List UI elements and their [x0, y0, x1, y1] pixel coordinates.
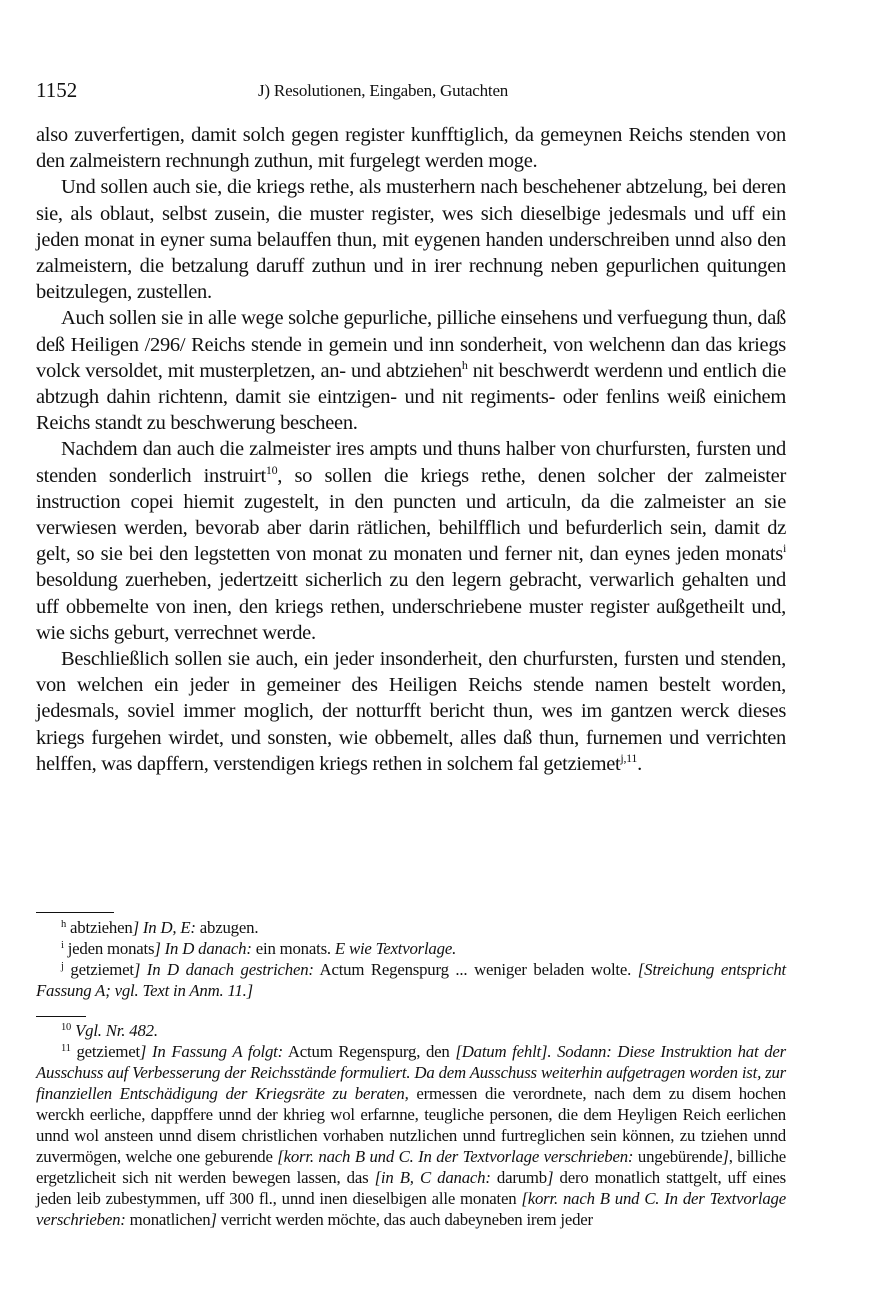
- footnotes: [36, 1020, 786, 1230]
- source-text: Actum Regenspurg, den: [283, 1042, 456, 1061]
- source-text: verricht werden möchte, das auch dabeyneben irem jeder: [216, 1210, 593, 1229]
- editorial-note: ]: [210, 1210, 217, 1229]
- editorial-note: [korr. nach B und C. In der Textvorlage verschrieben:: [36, 1189, 786, 1229]
- editorial-note: Vgl. Nr. 482.: [71, 1021, 158, 1040]
- source-text: dero monatlich stattgelt, uff eines jeden leib zubestymmen, uff 300 fl., unnd inen dieselbigen alle monaten: [36, 1168, 786, 1208]
- apparatus-entry-i: [36, 938, 786, 959]
- lemma: abtziehen: [66, 918, 133, 937]
- running-title: J) Resolutionen, Eingaben, Gutachten: [258, 81, 509, 100]
- paragraph: [36, 436, 786, 646]
- footnote-10: [36, 1020, 786, 1041]
- editorial-note: ] In D danach:: [154, 939, 252, 958]
- footnote-mark: 10: [61, 1022, 72, 1033]
- footnote-11: [36, 1041, 786, 1230]
- editorial-note: [Streichung entspricht Fassung A; vgl. Text in Anm. 11.]: [36, 960, 786, 1000]
- apparatus-mark: i: [61, 940, 64, 951]
- paragraph: [36, 174, 786, 305]
- paragraph-text: also zuverfertigen, damit solch gegen register kunfftiglich, da gemeynen Reichs stenden von den zalmeistern rechnungh zuthun, mit furgelegt werden moge.: [36, 124, 786, 173]
- apparatus-entry-h: [36, 917, 786, 938]
- source-text: ermessen die verordnete, nach dem zu disem hochen werckh eerliche, dappffere unnd der khrieg wol erfarnne, teugliche personen, die dem Heyligen Reich eerlichen unnd wol ansteen unnd disem christlichen vorhaben nutzlichen unnd furtreglichen sein können, zu tziehen unnd zuvermögen, welche one geburende: [36, 1084, 786, 1166]
- editorial-note: ] In D, E:: [132, 918, 196, 937]
- editorial-note: ] In D danach gestrichen:: [133, 960, 314, 979]
- paragraph-text: Und sollen auch sie, die kriegs rethe, als musterhern nach beschehener abtzelung, bei deren sie, als oblaut, selbst zusein, die muster register, wes sich dieselbige jedesmals und uff ein jeden monat in eyner suma belauffen thun, mit eygenen handen underschreiben unnd also den zalmeistern, die betzalung daruff zuthun und in irer rechnung neben gepurlichen quitungen beitzulegen, zustellen.: [36, 176, 786, 304]
- paragraph: [36, 305, 786, 436]
- critical-apparatus: [36, 917, 786, 1001]
- editorial-note: ] In Fassung A folgt:: [139, 1042, 284, 1061]
- paragraph-text: , so sollen die kriegs rethe, denen solcher der zalmeister instruction copei hiemit zugestelt, in den puncten und articuln, da die zalmeister an sie verwiesen werden, bevorab aber darin rätlichen, behilfflich und befurderlich sein, damit dz gelt, so sie bei den legstetten von monat zu monaten und ferner nit, dan eynes jeden monats: [36, 464, 787, 566]
- apparatus-rule: [36, 912, 114, 913]
- running-head: [36, 78, 786, 104]
- source-text: darumb: [490, 1168, 547, 1187]
- apparatus-mark: j: [61, 961, 64, 972]
- paragraph: [36, 122, 786, 174]
- editorial-note: ]: [722, 1147, 729, 1166]
- paragraph-text: besoldung zuerheben, jedertzeitt sicherlich zu den legern gebracht, verwarlich gehalten und uff obbemelte von inen, den kriegs rethen, underschriebene muster register außgetheilt und, wie sichs geburt, verrechnet werde.: [36, 569, 786, 644]
- main-text: [36, 122, 786, 777]
- footnote-rule: [36, 1016, 86, 1017]
- editorial-note: [Datum fehlt]. Sodann: Diese Instruktion hat der Ausschuss auf Verbesserung der Reichsstände formuliert. Da dem Ausschuss weiterhin aufgetragen worden ist, zur finanziellen Entschädigung der Kriegsräte zu beraten,: [36, 1042, 787, 1103]
- source-text: , billiche ergetzlicheit sich nit werden bewegen lassen, das: [36, 1147, 787, 1187]
- lemma: jeden monats: [63, 939, 155, 958]
- apparatus-mark: h: [61, 919, 67, 930]
- paragraph-text: .: [637, 752, 642, 775]
- editorial-note: [in B, C danach:: [374, 1168, 491, 1187]
- apparatus-ref-h[interactable]: h: [461, 357, 468, 372]
- paragraph-text: Beschließlich sollen sie auch, ein jeder insonderheit, den churfursten, fursten und stenden, von welchen ein jeder in gemeiner des Heiligen Reichs stende namen bestelt worden, jedesmals, soviel immer moglich, der notturfft bericht thun, wes im gantzen werck dieses kriegs furgehen wirdet, und sonsten, wie obbemelt, alles daß thun, furnemen und verrichten helffen, was dapffern, verstendigen kriegs rethen in solchem fal getziemet: [36, 648, 786, 775]
- lemma: getziemet: [70, 1042, 140, 1061]
- variant-text: Actum Regenspurg ... weniger beladen wolte.: [313, 960, 638, 979]
- editorial-note: E wie Textvorlage.: [334, 939, 457, 958]
- source-text: ungebürende: [633, 1147, 723, 1166]
- editorial-note: ]: [546, 1168, 554, 1187]
- paragraph-text: Nachdem dan auch die zalmeister ires ampts und thuns halber von churfursten, fursten und stenden sonderlich instruirt: [36, 438, 786, 487]
- paragraph-text: Auch sollen sie in alle wege solche gepurliche, pilliche einsehens und verfuegung thun, daß deß Heiligen /296/ Reichs stende in gemein und inn sonderheit, von welchenn dan das kriegs volck versoldet, mit musterpletzen, an- und abtziehen: [36, 307, 786, 382]
- paragraph-text: nit beschwerdt werdenn und entlich die abtzugh dahin richtenn, damit sie eintzigen- und nit regiments- oder fenlins weiß einichem Reichs standt zu beschwerung bescheen.: [36, 359, 786, 435]
- apparatus-entry-j: [36, 959, 786, 1001]
- variant-text: abzugen.: [195, 918, 259, 937]
- lemma: getziemet: [63, 960, 134, 979]
- apparatus-ref-i[interactable]: i: [782, 541, 786, 556]
- footnote-ref-10[interactable]: 10: [265, 462, 278, 477]
- page-number: 1152: [36, 78, 78, 102]
- paragraph: [36, 646, 786, 777]
- footnote-mark: 11: [61, 1043, 71, 1054]
- editorial-note: [korr. nach B und C. In der Textvorlage verschrieben:: [277, 1147, 634, 1166]
- note-ref-j-11[interactable]: j,11: [620, 750, 638, 765]
- source-text: monatlichen: [125, 1210, 211, 1229]
- variant-text: ein monats.: [251, 939, 335, 958]
